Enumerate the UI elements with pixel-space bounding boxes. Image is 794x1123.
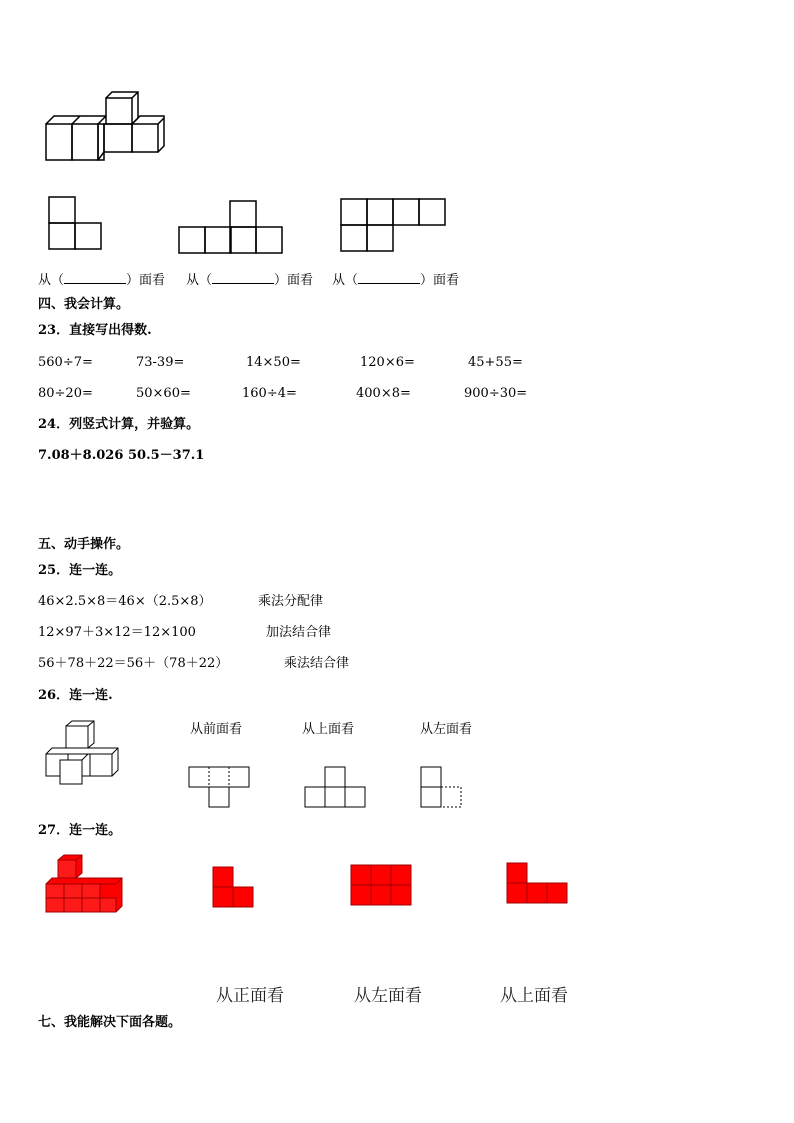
q24-item-1: 7.08＋8.026 [38, 448, 124, 463]
q24-title: 24．列竖式计算，并验算。 [38, 417, 200, 432]
section-4-title: 四、我会计算。 [38, 297, 130, 312]
q23-r1-c5: 45+55= [468, 355, 523, 370]
q23-r1-c3: 14×50= [246, 355, 301, 370]
q26-view-shape-2[interactable] [304, 766, 368, 810]
view-shape-3 [340, 198, 448, 254]
q27-label-front[interactable]: 从正面看 [216, 986, 284, 1006]
q23-title: 23．直接写出得数. [38, 323, 152, 338]
q26-view-shape-1[interactable] [188, 766, 252, 810]
q27-red-view-1[interactable] [212, 866, 256, 910]
view-answer-2-suffix: ）面看 [274, 273, 314, 288]
view-answer-3 [332, 271, 459, 289]
q27-red-cube-figure[interactable] [44, 854, 128, 916]
view-answer-2-prefix: 从（ [186, 273, 213, 288]
q27-red-view-3[interactable] [506, 862, 570, 906]
q27-red-view-2[interactable] [350, 864, 414, 908]
answer-blank-2[interactable] [212, 271, 274, 284]
q26-view-shape-3[interactable] [420, 766, 466, 810]
q25-right-1[interactable]: 乘法分配律 [258, 594, 324, 609]
q23-r2-c4: 400×8= [356, 386, 411, 401]
q23-r2-c5: 900÷30= [464, 386, 528, 401]
answer-blank-3[interactable] [358, 271, 420, 284]
q25-right-2[interactable]: 加法结合律 [266, 625, 332, 640]
cube-structure-figure [40, 88, 170, 168]
q25-title: 25．连一连。 [38, 563, 122, 578]
q27-label-left[interactable]: 从左面看 [354, 986, 422, 1006]
q24-item-2: 50.5－37.1 [128, 448, 205, 463]
view-answer-1 [38, 271, 165, 289]
q26-label-left[interactable]: 从左面看 [420, 722, 473, 737]
view-shape-2 [178, 200, 286, 256]
q26-label-top[interactable]: 从上面看 [302, 722, 355, 737]
view-answer-3-suffix: ）面看 [420, 273, 460, 288]
q26-title: 26．连一连. [38, 688, 113, 703]
q25-right-3[interactable]: 乘法结合律 [284, 656, 350, 671]
view-shape-1 [48, 196, 104, 252]
view-answer-3-prefix: 从（ [332, 273, 359, 288]
q25-left-1[interactable]: 46×2.5×8＝46×（2.5×8） [38, 594, 212, 609]
answer-blank-1[interactable] [64, 271, 126, 284]
view-answer-1-prefix: 从（ [38, 273, 65, 288]
q25-left-2[interactable]: 12×97＋3×12＝12×100 [38, 625, 196, 640]
view-answer-1-suffix: ）面看 [126, 273, 166, 288]
q26-label-front[interactable]: 从前面看 [190, 722, 243, 737]
q27-title: 27．连一连。 [38, 823, 122, 838]
q25-left-3[interactable]: 56＋78＋22＝56＋（78＋22） [38, 656, 229, 671]
view-answer-2 [186, 271, 313, 289]
q27-label-top[interactable]: 从上面看 [500, 986, 568, 1006]
q23-r2-c3: 160÷4= [242, 386, 297, 401]
q23-r1-c2: 73-39= [136, 355, 185, 370]
q26-cube-figure[interactable] [42, 720, 124, 790]
q23-r2-c1: 80÷20= [38, 386, 93, 401]
section-5-title: 五、动手操作。 [38, 537, 130, 552]
section-7-title: 七、我能解决下面各题。 [38, 1015, 182, 1030]
q23-r1-c1: 560÷7= [38, 355, 93, 370]
q23-r2-c2: 50×60= [136, 386, 191, 401]
q23-r1-c4: 120×6= [360, 355, 415, 370]
